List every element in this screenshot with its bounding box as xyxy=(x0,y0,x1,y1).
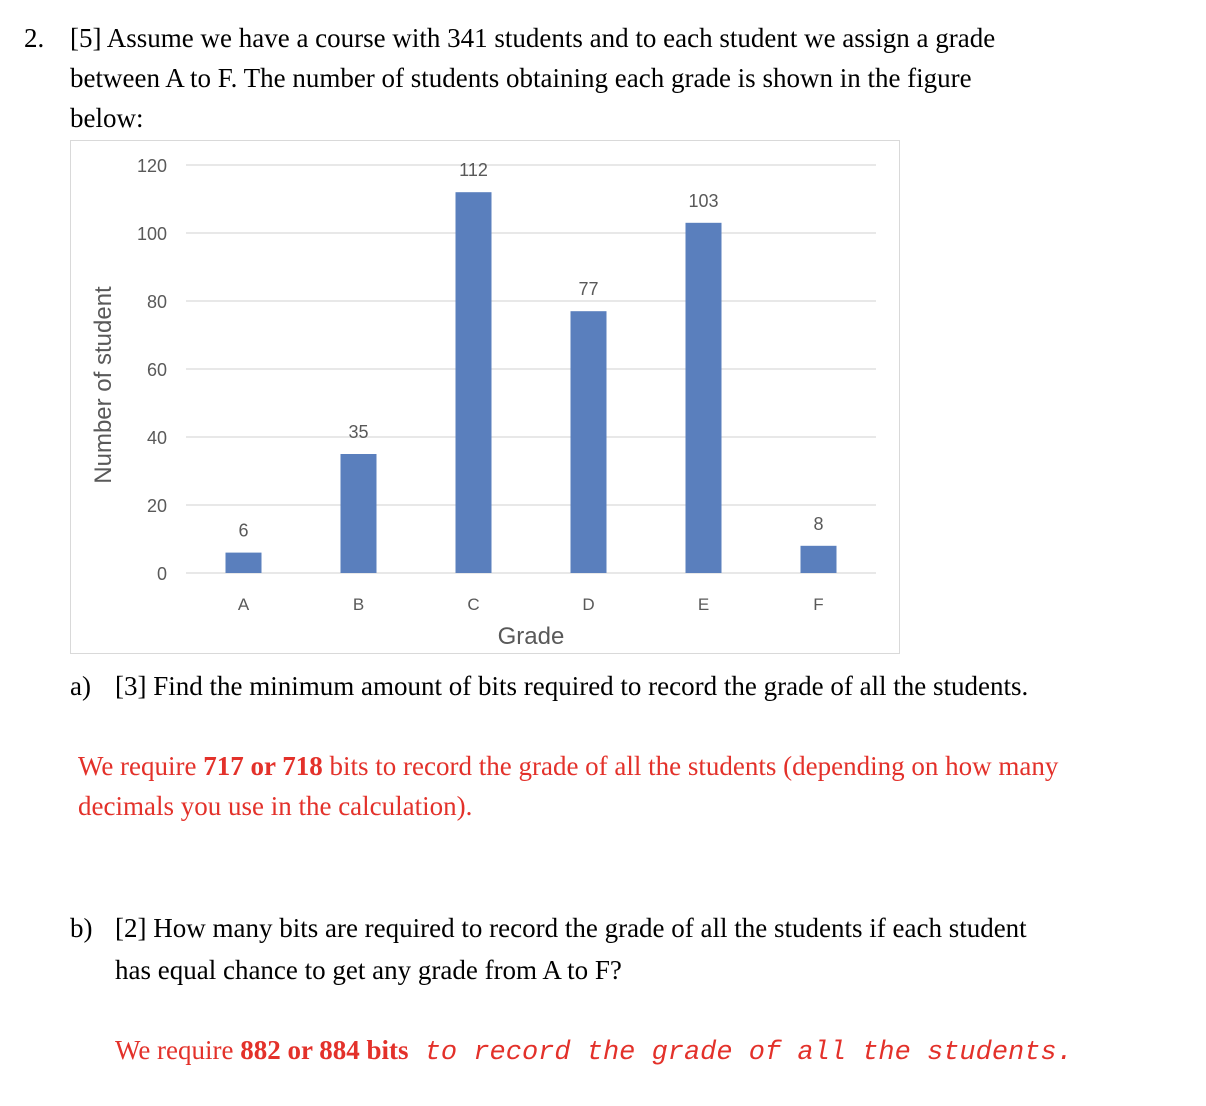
part-a-answer-line-1 xyxy=(78,746,1058,786)
part-a-answer-post: bits to record the grade of all the students (depending on how many xyxy=(322,751,1059,781)
bar-F xyxy=(801,546,837,573)
data-label-E: 103 xyxy=(688,190,719,211)
part-b-label: b) xyxy=(70,913,93,943)
data-label-F: 8 xyxy=(813,513,824,534)
question-line-2: between A to F. The number of students obtaining each grade is shown in the figure xyxy=(70,63,972,93)
x-tick-label-E: E xyxy=(697,595,710,614)
x-tick-label-D: D xyxy=(582,595,595,614)
data-label-D: 77 xyxy=(578,279,599,300)
bar-D xyxy=(571,311,607,573)
grade-bar-chart xyxy=(70,140,900,654)
y-tick-label-120: 120 xyxy=(136,156,167,176)
data-label-C: 112 xyxy=(459,160,488,181)
y-tick-label-0: 0 xyxy=(156,564,167,584)
part-b-question-line-2: has equal chance to get any grade from A to F? xyxy=(115,955,622,985)
part-a-answer-bold: 717 or 718 xyxy=(203,751,323,781)
question-line-1: [5] Assume we have a course with 341 students and to each student we assign a grade xyxy=(70,23,996,53)
part-b-answer xyxy=(115,1030,1073,1073)
chart-svg xyxy=(71,141,901,655)
data-label-A: 6 xyxy=(238,520,249,541)
y-axis-title: Number of student xyxy=(90,286,117,484)
x-tick-label-A: A xyxy=(237,595,250,614)
part-b-answer-bold: 882 or 884 bits xyxy=(240,1035,409,1065)
x-tick-label-F: F xyxy=(813,595,824,614)
part-a-label: a) xyxy=(70,671,91,701)
y-tick-label-60: 60 xyxy=(146,360,167,380)
part-a-answer-pre: We require xyxy=(78,751,204,781)
question-line-3: below: xyxy=(70,103,144,133)
x-axis-title: Grade xyxy=(497,623,565,650)
y-tick-label-20: 20 xyxy=(146,496,167,516)
bar-E xyxy=(686,223,722,573)
y-tick-label-100: 100 xyxy=(136,224,167,244)
part-a-question: [3] Find the minimum amount of bits required to record the grade of all the students. xyxy=(115,671,1029,701)
part-b-question-line-1: [2] How many bits are required to record the grade of all the students if each student xyxy=(115,913,1027,943)
part-b-answer-pre: We require xyxy=(115,1035,241,1065)
data-label-B: 35 xyxy=(348,422,369,442)
x-tick-label-B: B xyxy=(352,595,365,614)
bar-A xyxy=(226,553,262,573)
y-tick-label-80: 80 xyxy=(146,292,167,312)
part-b-answer-post: to record the grade of all the students. xyxy=(408,1038,1073,1068)
part-a-answer-line-2: decimals you use in the calculation). xyxy=(78,791,473,821)
question-number: 2. xyxy=(24,23,45,53)
bar-C xyxy=(456,192,492,573)
y-tick-label-40: 40 xyxy=(146,428,167,448)
bar-B xyxy=(341,454,377,573)
x-tick-label-C: C xyxy=(467,595,480,614)
